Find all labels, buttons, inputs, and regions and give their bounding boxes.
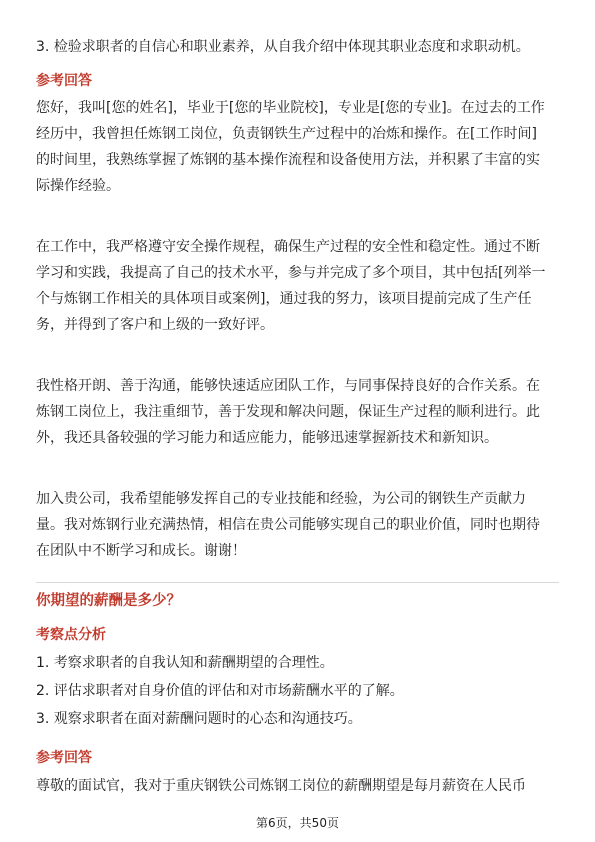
answer-paragraph-2-line-1: 在工作中，我严格遵守安全操作规程，确保生产过程的安全性和稳定性。通过不断 [36,239,540,255]
analysis-point-1: 1. 考察求职者的自我认知和薪酬期望的合理性。 [36,655,334,671]
analysis-point-3: 3. 检验求职者的自信心和职业素养，从自我介绍中体现其职业态度和求职动机。 [36,39,530,55]
question-title: 你期望的薪酬是多少？ [36,593,181,609]
answer-paragraph-3-line-2: 炼钢工岗位上，我注重细节，善于发现和解决问题，保证生产过程的顺利进行。此 [36,404,540,420]
page-number: 第6页，共50页 [256,816,339,830]
answer-paragraph-1-line-4: 际操作经验。 [36,178,120,194]
answer-paragraph-3-line-1: 我性格开朗、善于沟通，能够快速适应团队工作，与同事保持良好的合作关系。在 [36,378,540,394]
answer-paragraph-1-line-2: 经历中，我曾担任炼钢工岗位，负责钢铁生产过程中的冶炼和操作。在[工作时间] [36,126,537,142]
answer-paragraph-2-line-3: 个与炼钢工作相关的具体项目或案例]，通过我的努力，该项目提前完成了生产任 [36,291,532,307]
answer-line: 尊敬的面试官，我对于重庆钢铁公司炼钢工岗位的薪酬期望是每月薪资在人民币 [36,778,526,794]
section-divider [36,582,559,583]
answer-paragraph-4-line-3: 在团队中不断学习和成长。谢谢！ [36,543,246,559]
answer-paragraph-4-line-1: 加入贵公司，我希望能够发挥自己的专业技能和经验，为公司的钢铁生产贡献力 [36,491,526,507]
analysis-point-2: 2. 评估求职者对自身价值的评估和对市场薪酬水平的了解。 [36,683,404,699]
answer-paragraph-3-line-3: 外，我还具备较强的学习能力和适应能力，能够迅速掌握新技术和新知识。 [36,430,498,446]
analysis-heading: 考察点分析 [36,627,106,643]
answer-paragraph-1-line-1: 您好，我叫[您的姓名]，毕业于[您的毕业院校]，专业是[您的专业]。在过去的工作 [36,100,545,116]
reference-answer-heading: 参考回答 [36,750,92,766]
answer-paragraph-4-line-2: 量。我对炼钢行业充满热情，相信在贵公司能够实现自己的职业价值，同时也期待 [36,517,540,533]
answer-paragraph-2-line-4: 务，并得到了客户和上级的一致好评。 [36,317,274,333]
reference-answer-heading: 参考回答 [36,73,92,89]
answer-paragraph-1-line-3: 的时间里，我熟练掌握了炼钢的基本操作流程和设备使用方法，并积累了丰富的实 [36,152,540,168]
answer-paragraph-2-line-2: 学习和实践，我提高了自己的技术水平，参与并完成了多个项目，其中包括[列举一 [36,265,546,281]
analysis-point-3: 3. 观察求职者在面对薪酬问题时的心态和沟通技巧。 [36,711,362,727]
